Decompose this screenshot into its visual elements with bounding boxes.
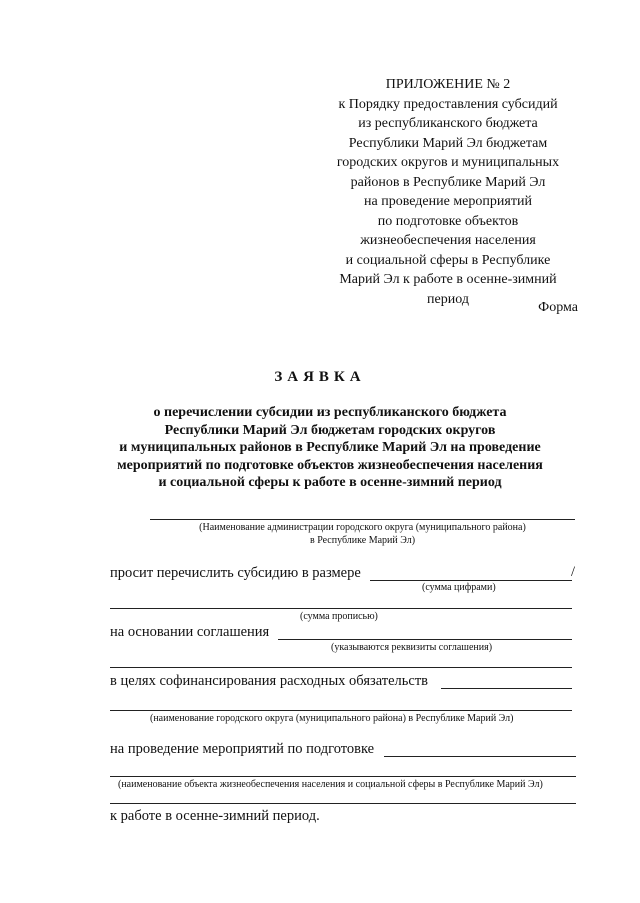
agreement-extra-line[interactable] xyxy=(110,667,572,668)
admin-name-caption-2: в Республике Марий Эл) xyxy=(309,535,416,546)
subtitle-line: и муниципальных районов в Республике Марий Эл на проведение xyxy=(119,440,541,455)
object-caption: (наименование объекта жизнеобеспечения населения и социальной сферы в Республике Марий Эл) xyxy=(118,779,543,790)
appendix-line: из республиканского бюджета xyxy=(358,116,538,131)
subtitle-line: о перечислении субсидии из республиканского бюджета xyxy=(153,405,507,420)
request-subsidy-text: просит перечислить субсидию в размере xyxy=(110,565,361,581)
subtitle-line: Республики Марий Эл бюджетам городских округов xyxy=(164,422,496,438)
cofinancing-field-line[interactable] xyxy=(441,688,572,689)
appendix-line: ПРИЛОЖЕНИЕ № 2 xyxy=(385,77,511,92)
appendix-line: и социальной сферы в Республике xyxy=(345,252,551,268)
slash-mark: / xyxy=(571,564,576,580)
sum-words-caption: (сумма прописью) xyxy=(300,611,378,622)
measures-text: на проведение мероприятий по подготовке xyxy=(110,741,375,757)
subtitle-line: и социальной сферы к работе в осенне-зимний период xyxy=(158,475,502,490)
form-label: Форма xyxy=(538,300,578,315)
appendix-line: районов в Республике Марий Эл xyxy=(350,174,546,190)
sum-digits-caption: (сумма цифрами) xyxy=(422,582,496,593)
document-title: ЗАЯВКА xyxy=(274,369,366,385)
cofinancing-text: в целях софинансирования расходных обязательств xyxy=(110,673,429,689)
agreement-field-line[interactable] xyxy=(278,639,572,640)
object-field-line[interactable] xyxy=(110,776,576,777)
appendix-header xyxy=(318,75,578,309)
agreement-text: на основании соглашения xyxy=(110,624,270,640)
measures-field-line[interactable] xyxy=(384,756,576,757)
appendix-line: городских округов и муниципальных xyxy=(336,155,560,170)
sum-words-field-line[interactable] xyxy=(110,608,572,609)
appendix-line: на проведение мероприятий xyxy=(364,194,532,209)
document-subtitle xyxy=(90,404,570,492)
closing-text: к работе в осенне-зимний период. xyxy=(110,808,320,824)
appendix-line: к Порядку предоставления субсидий xyxy=(338,96,558,112)
admin-name-field-line[interactable] xyxy=(150,519,575,520)
appendix-line: Республики Марий Эл бюджетам xyxy=(348,135,548,151)
subtitle-line: мероприятий по подготовке объектов жизнеобеспечения населения xyxy=(117,457,543,473)
appendix-line: по подготовке объектов xyxy=(377,213,519,229)
district-field-line[interactable] xyxy=(110,710,572,711)
appendix-line: жизнеобеспечения населения xyxy=(360,233,536,248)
appendix-line: Марий Эл к работе в осенне-зимний xyxy=(339,272,557,287)
admin-name-caption: (Наименование администрации городского округа (муниципального района) xyxy=(199,522,526,533)
district-caption: (наименование городского округа (муниципального района) в Республике Марий Эл) xyxy=(150,713,514,724)
object-extra-line[interactable] xyxy=(110,803,576,804)
appendix-line: период xyxy=(427,291,469,307)
agreement-caption: (указываются реквизиты соглашения) xyxy=(331,642,493,653)
